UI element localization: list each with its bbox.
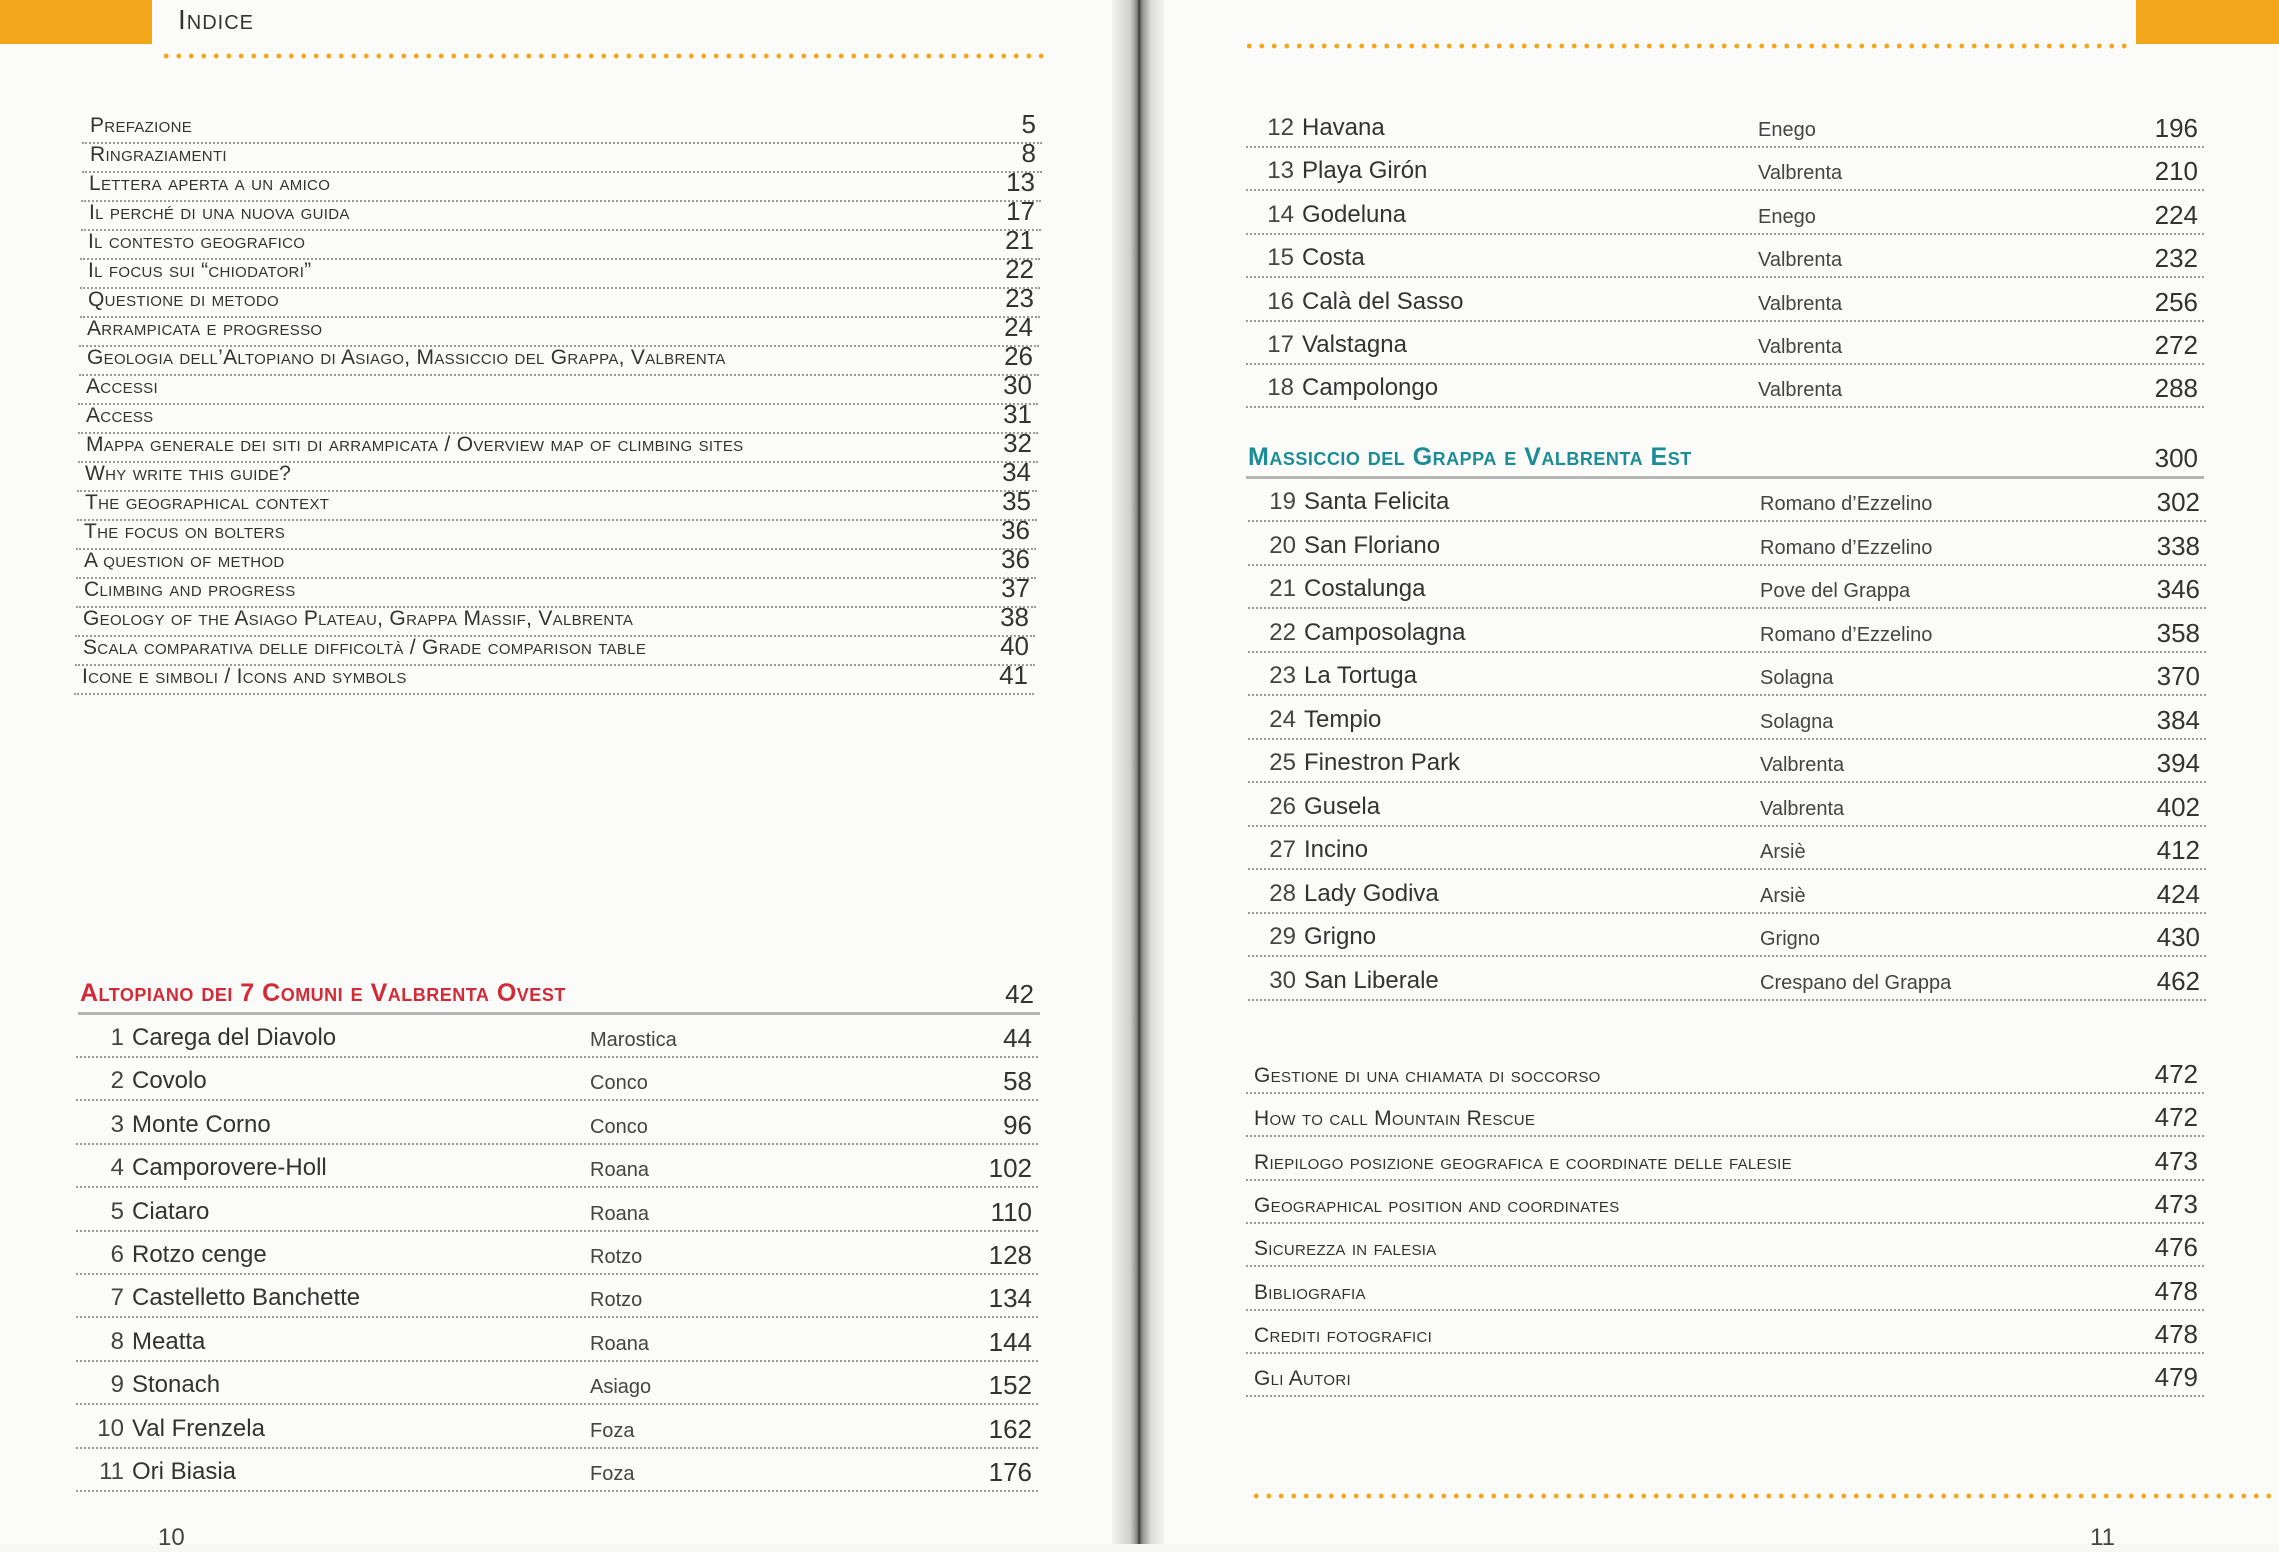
toc-entry-page: 26 [1004, 341, 1033, 371]
toc-entry-page: 30 [1003, 370, 1032, 400]
crag-name: Rotzo cenge [132, 1241, 267, 1268]
section-page: 42 [1005, 979, 1034, 1009]
crag-location: Enego [1758, 205, 1816, 228]
toc-entry-label: Bibliografia [1254, 1280, 1366, 1304]
toc-entry-page: 32 [1003, 428, 1032, 458]
crag-location: Crespano del Grappa [1760, 971, 1952, 994]
section-title: Altopiano dei 7 Comuni e Valbrenta Ovest [80, 979, 566, 1007]
crag-page: 256 [2154, 286, 2198, 317]
crag-name: Ori Biasia [132, 1458, 237, 1485]
toc-entry-page: 24 [1004, 312, 1033, 342]
toc-entry-label: Ringraziamenti [90, 143, 227, 166]
crag-page: 196 [2154, 113, 2198, 143]
crag-number: 10 [97, 1414, 124, 1442]
toc-entry [74, 651, 1034, 695]
crag-number: 2 [110, 1067, 124, 1095]
crag-name: Camposolagna [1304, 618, 1466, 646]
crag-entry [1248, 870, 2206, 914]
crag-page: 358 [2156, 617, 2200, 648]
crag-page: 424 [2156, 878, 2200, 909]
crag-entry [76, 1448, 1038, 1492]
crag-entry [76, 1231, 1038, 1275]
crag-number: 17 [1267, 331, 1294, 358]
crag-page: 134 [988, 1283, 1032, 1314]
section-title: Massiccio del Grappa e Valbrenta Est [1248, 443, 1692, 471]
crag-entry [76, 1101, 1038, 1145]
toc-entry-page: 476 [2154, 1232, 2198, 1263]
toc-entry-page: 31 [1003, 399, 1032, 429]
toc-entry-label: How to call Mountain Rescue [1254, 1107, 1536, 1131]
toc-entry-page: 36 [1001, 544, 1030, 574]
toc-entry [1246, 1310, 2204, 1354]
crag-page: 110 [990, 1196, 1032, 1227]
crag-number: 26 [1269, 792, 1296, 820]
crag-location: Valbrenta [1758, 379, 1843, 402]
crag-entry [1246, 147, 2204, 191]
crag-number: 8 [110, 1327, 124, 1355]
crag-page: 370 [2156, 661, 2200, 691]
page-number-left: 10 [158, 1524, 185, 1551]
toc-entry-page: 41 [999, 660, 1028, 690]
toc-entry-page: 479 [2154, 1362, 2198, 1393]
crag-number: 13 [1267, 157, 1294, 185]
crag-entry [1248, 478, 2206, 522]
crag-entry [1248, 609, 2206, 653]
toc-entry-label: Accessi [86, 375, 158, 398]
page-title: Indice [178, 4, 255, 35]
crag-name: Valstagna [1302, 331, 1407, 358]
crag-number: 27 [1269, 836, 1296, 863]
crag-location: Roana [590, 1202, 649, 1225]
crag-number: 20 [1269, 531, 1296, 559]
crag-location: Enego [1758, 119, 1816, 141]
crag-name: Stonach [132, 1371, 221, 1399]
toc-entry-label: Access [86, 404, 154, 427]
crag-number: 3 [110, 1110, 124, 1138]
crag-number: 1 [110, 1024, 124, 1051]
crag-location: Valbrenta [1758, 249, 1843, 272]
crag-entry [76, 1057, 1038, 1101]
crag-page: 58 [1003, 1066, 1032, 1097]
crag-location: Romano d’Ezzelino [1760, 623, 1933, 646]
toc-entry-label: The focus on bolters [84, 520, 286, 543]
toc-entry [1246, 1223, 2204, 1267]
toc-entry-page: 8 [1021, 138, 1036, 168]
crag-entry [1248, 696, 2206, 740]
orange-tab-left [0, 0, 152, 44]
crag-location: Solagna [1760, 710, 1834, 733]
crag-name: Campolongo [1302, 374, 1439, 402]
crag-page: 462 [2156, 965, 2200, 996]
crag-number: 15 [1267, 244, 1294, 272]
crag-location: Valbrenta [1760, 754, 1845, 776]
crag-page: 302 [2156, 487, 2200, 517]
toc-entry-label: Questione di metodo [88, 288, 279, 311]
crag-entry [76, 1274, 1038, 1318]
toc-entry [1246, 1137, 2204, 1181]
section-heading [78, 970, 1040, 1015]
crag-page: 430 [2156, 922, 2200, 952]
crag-name: Tempio [1304, 705, 1382, 733]
toc-entry [1246, 1050, 2204, 1094]
crag-name: Calà del Sasso [1302, 287, 1464, 315]
toc-entry-label: The geographical context [85, 491, 330, 514]
crag-number: 29 [1269, 923, 1296, 950]
crag-entry [1246, 364, 2204, 408]
crag-page: 44 [1003, 1023, 1032, 1053]
toc-entry [1246, 1267, 2204, 1311]
crag-number: 5 [110, 1197, 124, 1225]
crag-name: Santa Felicita [1304, 488, 1450, 515]
crag-entry [1248, 957, 2206, 1001]
crag-number: 21 [1269, 575, 1296, 602]
toc-entry-page: 37 [1001, 573, 1030, 603]
crag-name: Castelletto Banchette [132, 1284, 361, 1312]
crag-number: 12 [1267, 114, 1294, 141]
crag-page: 232 [2154, 243, 2198, 274]
crag-location: Valbrenta [1758, 336, 1843, 358]
toc-entry-page: 17 [1006, 196, 1035, 226]
crag-name: Grigno [1304, 923, 1377, 950]
toc-entry [1246, 1093, 2204, 1137]
toc-entry-page: 34 [1002, 457, 1031, 487]
crag-number: 28 [1269, 879, 1296, 907]
book-gutter [1112, 0, 1164, 1544]
crag-page: 128 [988, 1240, 1032, 1270]
crag-name: Val Frenzela [132, 1414, 265, 1442]
crag-page: 272 [2154, 330, 2198, 360]
toc-entry-page: 478 [2154, 1275, 2198, 1306]
toc-entry-label: Geologia dell’Altopiano di Asiago, Massiccio del Grappa, Valbrenta [87, 346, 726, 369]
toc-entry-page: 22 [1005, 254, 1034, 284]
crag-location: Marostica [590, 1029, 677, 1051]
toc-entry-page: 472 [2154, 1059, 2198, 1089]
crag-entry [1248, 522, 2206, 566]
toc-entry-label: Icone e simboli / Icons and symbols [82, 665, 407, 688]
crag-name: Godeluna [1302, 200, 1407, 228]
crag-name: Costa [1302, 244, 1365, 272]
toc-entry-page: 478 [2154, 1318, 2198, 1349]
crag-location: Romano d’Ezzelino [1760, 493, 1933, 515]
page-number-right: 11 [2090, 1524, 2115, 1551]
crag-name: Lady Godiva [1304, 879, 1439, 907]
crag-name: Havana [1302, 114, 1385, 141]
crag-location: Solagna [1760, 667, 1834, 689]
crag-entry [1246, 234, 2204, 278]
crag-number: 4 [110, 1154, 124, 1182]
crag-number: 30 [1269, 966, 1296, 994]
crag-location: Roana [590, 1332, 649, 1355]
crag-entry [76, 1188, 1038, 1232]
toc-entry-label: Mappa generale dei siti di arrampicata / Overview map of climbing sites [86, 433, 744, 456]
crag-number: 19 [1269, 488, 1296, 515]
crag-page: 224 [2154, 199, 2198, 230]
crag-entry [1246, 104, 2204, 148]
crag-number: 14 [1267, 200, 1294, 228]
toc-entry-label: Geology of the Asiago Plateau, Grappa Massif, Valbrenta [83, 607, 634, 630]
crag-location: Arsiè [1760, 884, 1806, 907]
section-page: 300 [2154, 443, 2198, 473]
crag-page: 346 [2156, 574, 2200, 604]
crag-number: 7 [110, 1284, 124, 1312]
crag-name: Gusela [1304, 792, 1381, 820]
toc-entry-page: 21 [1005, 225, 1034, 255]
crag-entry [1246, 278, 2204, 322]
toc-entry-label: Gestione di una chiamata di soccorso [1254, 1064, 1601, 1087]
crag-number: 11 [99, 1458, 124, 1485]
toc-entry-page: 38 [1000, 602, 1029, 632]
toc-entry-page: 473 [2154, 1188, 2198, 1219]
crag-entry [1248, 652, 2206, 696]
crag-location: Valbrenta [1758, 292, 1843, 315]
crag-page: 288 [2154, 373, 2198, 404]
crag-entry [1248, 739, 2206, 783]
crag-number: 22 [1269, 618, 1296, 646]
toc-entry-label: Climbing and progress [84, 578, 296, 601]
dotted-rule-top-right [1243, 42, 2133, 50]
crag-page: 176 [988, 1457, 1032, 1487]
crag-location: Foza [590, 1463, 635, 1485]
toc-entry-page: 13 [1006, 167, 1035, 197]
crag-number: 16 [1267, 287, 1294, 315]
toc-entry-label: Prefazione [90, 114, 193, 137]
toc-entry-page: 36 [1001, 515, 1030, 545]
crag-name: Costalunga [1304, 575, 1426, 602]
toc-entry-label: Arrampicata e progresso [87, 317, 323, 340]
toc-entry-label: Scala comparativa delle difficoltà / Grade comparison table [83, 636, 647, 659]
toc-entry-label: Gli Autori [1254, 1367, 1351, 1391]
crag-location: Pove del Grappa [1760, 580, 1911, 602]
crag-name: Finestron Park [1304, 749, 1461, 776]
crag-number: 24 [1269, 705, 1296, 733]
crag-entry [76, 1144, 1038, 1188]
orange-tab-right [2136, 0, 2279, 44]
crag-entry [1246, 321, 2204, 365]
crag-number: 9 [110, 1371, 124, 1399]
crag-location: Rotzo [590, 1289, 643, 1312]
section-heading [1246, 434, 2204, 479]
crag-location: Rotzo [590, 1246, 643, 1268]
crag-location: Foza [590, 1419, 635, 1442]
toc-entry-label: Il focus sui “chiodatori” [88, 259, 312, 282]
dotted-rule-bottom-right [1250, 1492, 2275, 1500]
crag-location: Arsiè [1760, 841, 1806, 863]
crag-number: 23 [1269, 662, 1296, 689]
crag-entry [76, 1361, 1038, 1405]
crag-name: La Tortuga [1304, 662, 1417, 689]
crag-location: Conco [590, 1115, 648, 1138]
crag-name: Playa Girón [1302, 157, 1428, 185]
dotted-rule-top-left [160, 52, 1050, 60]
crag-name: Monte Corno [132, 1110, 271, 1138]
crag-name: Covolo [132, 1067, 207, 1095]
crag-page: 210 [2154, 156, 2198, 187]
crag-name: Ciataro [132, 1197, 210, 1225]
crag-entry [76, 1405, 1038, 1449]
crag-location: Romano d’Ezzelino [1760, 536, 1933, 559]
crag-page: 402 [2156, 791, 2200, 822]
crag-number: 18 [1267, 374, 1294, 402]
crag-location: Asiago [590, 1376, 652, 1399]
toc-entry-page: 473 [2154, 1145, 2198, 1176]
crag-entry [1248, 565, 2206, 609]
crag-location: Valbrenta [1758, 162, 1843, 185]
crag-location: Valbrenta [1760, 797, 1845, 820]
toc-entry-label: Lettera aperta a un amico [89, 172, 331, 195]
crag-name: Incino [1304, 836, 1369, 863]
crag-page: 144 [988, 1326, 1032, 1357]
crag-entry [76, 1318, 1038, 1362]
crag-page: 152 [988, 1370, 1032, 1401]
toc-entry-page: 472 [2154, 1102, 2198, 1133]
toc-entry-page: 23 [1005, 283, 1034, 313]
crag-page: 384 [2156, 704, 2200, 735]
crag-entry [1248, 783, 2206, 827]
toc-entry-page: 40 [1000, 631, 1029, 661]
toc-entry-label: Il perché di una nuova guida [89, 201, 350, 224]
crag-name: San Liberale [1304, 966, 1439, 994]
crag-entry [1248, 826, 2206, 870]
crag-entry [76, 1014, 1038, 1058]
toc-entry-label: Il contesto geografico [88, 230, 306, 253]
crag-name: San Floriano [1304, 531, 1441, 559]
crag-name: Camporovere-Holl [132, 1154, 327, 1182]
toc-entry-label: Why write this guide? [85, 462, 292, 485]
crag-number: 25 [1269, 749, 1296, 776]
toc-entry-label: A question of method [84, 549, 285, 572]
crag-page: 96 [1003, 1109, 1032, 1140]
crag-name: Carega del Diavolo [132, 1024, 337, 1051]
crag-page: 394 [2156, 748, 2200, 778]
crag-page: 338 [2156, 530, 2200, 561]
crag-location: Roana [590, 1159, 649, 1182]
crag-page: 162 [988, 1413, 1032, 1444]
toc-entry-label: Riepilogo posizione geografica e coordinate delle falesie [1254, 1150, 1792, 1174]
crag-location: Grigno [1760, 928, 1821, 950]
crag-number: 6 [110, 1241, 124, 1268]
toc-entry-label: Sicurezza in falesia [1254, 1237, 1437, 1261]
crag-page: 102 [988, 1153, 1032, 1184]
crag-page: 412 [2156, 835, 2200, 865]
toc-entry-page: 5 [1021, 109, 1036, 139]
toc-entry [1246, 1353, 2204, 1397]
toc-entry-page: 35 [1002, 486, 1031, 516]
crag-name: Meatta [132, 1327, 206, 1355]
toc-entry-label: Crediti fotografici [1254, 1323, 1433, 1347]
crag-entry [1248, 913, 2206, 957]
crag-location: Conco [590, 1072, 648, 1095]
crag-entry [1246, 191, 2204, 235]
toc-entry-label: Geographical position and coordinates [1254, 1193, 1620, 1217]
toc-entry [1246, 1180, 2204, 1224]
